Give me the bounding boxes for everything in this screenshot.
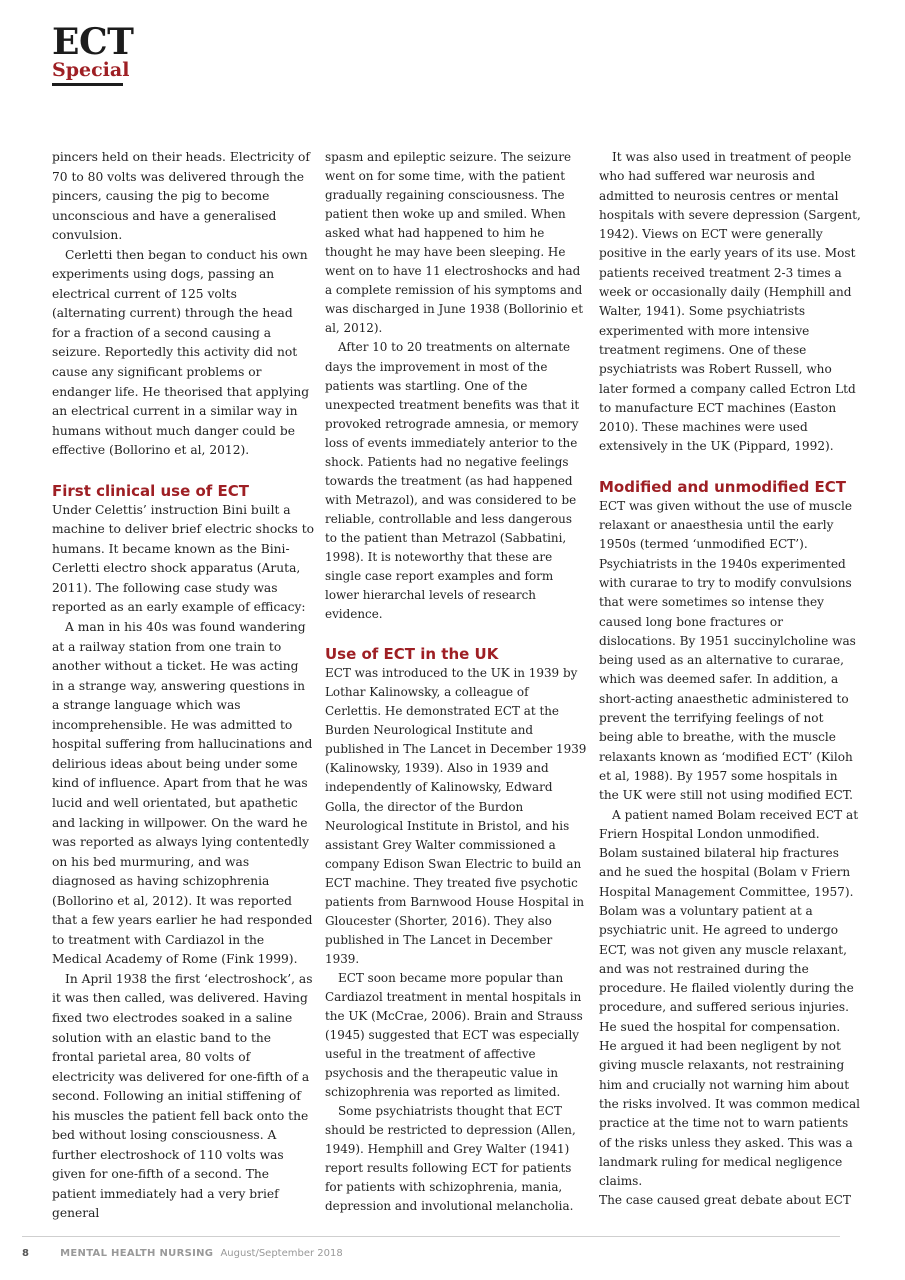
page-footer [22, 1248, 343, 1259]
paragraph: The case caused great debate about ECT [599, 1193, 851, 1208]
paragraph: After 10 to 20 treatments on alternate days the improvement in most of the patients was startling. One of the unexpected treatment benefits was that it provoked retrograde amnesia, or memory loss of events immediately anterior to the shock. Patients had no negative feelings towards the treatment (as had happened with Metrazol), and was considered to be reliable, controllable and less dangerous to the patient than Metrazol (Sabbatini, 1998). It is noteworthy that these are single case report examples and form lower hierarchal levels of research evidence. [325, 340, 580, 622]
paragraph: Under Celettis’ instruction Bini built a machine to deliver brief electric shocks to humans. It became known as the Bini-Cerletti electro shock apparatus (Aruta, 2011). The following case study was reported as an early example of efficacy: [52, 502, 314, 615]
paragraph: It was also used in treatment of people who had suffered war neurosis and admitted to neurosis centres or mental hospitals with severe depression (Sargent, 1942). Views on ECT were generally positive in the early years of its use. Most patients received treatment 2-3 times a week or occasionally daily (Hemphill and Walter, 1941). Some psychiatrists experimented with more intensive treatment regimens. One of these psychiatrists was Robert Russell, who later formed a company called Ectron Ltd to manufacture ECT machines (Easton 2010). These machines were used extensively in the UK (Pippard, 1992). [599, 150, 861, 454]
paragraph: spasm and epileptic seizure. The seizure went on for some time, with the patient gradually regaining consciousness. The patient then woke up and smiled. When asked what had happened to him he thought he may have been sleeping. He went on to have 11 electroshocks and had a complete remission of his symptoms and was discharged in June 1938 (Bollorinio et al, 2012). [325, 150, 583, 336]
magazine-name: MENTAL HEALTH NURSING [60, 1248, 214, 1259]
paragraph: pincers held on their heads. Electricity of 70 to 80 volts was delivered through the pincers, causing the pig to become unconscious and have a generalised convulsion. [52, 150, 310, 243]
paragraph: A patient named Bolam received ECT at Friern Hospital London unmodified. Bolam sustained bilateral hip fractures and he sued the hospital (Bolam v Friern Hospital Management Committee, 1957). Bolam was a voluntary patient at a psychiatric unit. He agreed to undergo ECT, was not given any muscle relaxant, and was not restrained during the procedure. He flailed violently during the procedure, and suffered serious injuries. He sued the hospital for compensation. He argued it had been negligent by not giving muscle relaxants, not restraining him and crucially not warning him about the risks involved. It was common medical practice at the time not to warn patients of the risks unless they asked. This was a landmark ruling for medical negligence claims. [599, 807, 861, 1189]
paragraph: Some psychiatrists thought that ECT should be restricted to depression (Allen, 1949). Hemphill and Grey Walter (1941) report results following ECT for patients for patients with schizophrenia, mania, depression and involutional melancholia. [325, 1104, 576, 1214]
logo-title: ECT [52, 21, 134, 63]
logo-subtitle: Special [52, 59, 130, 81]
article-column-3 [599, 148, 861, 1211]
section-heading: Use of ECT in the UK [325, 645, 499, 664]
paragraph: Cerletti then began to conduct his own experiments using dogs, passing an electrical current of 125 volts (alternating current) through the head for a fraction of a second causing a seizure. Reportedly this activity did not cause any significant problems or endanger life. He theorised that applying an electrical current in a similar way in humans without much danger could be effective (Bollorino et al, 2012). [52, 247, 310, 458]
footer-divider [22, 1236, 840, 1237]
paragraph: ECT was introduced to the UK in 1939 by Lothar Kalinowsky, a colleague of Cerlettis. He demonstrated ECT at the Burden Neurological Institute and published in The Lancet in December 1939 (Kalinowsky, 1939). Also in 1939 and independently of Kalinowsky, Edward Golla, the director of the Burdon Neurological Institute in Bristol, and his assistant Grey Walter commissioned a company Edison Swan Electric to build an ECT machine. They treated five psychotic patients from Barnwood House Hospital in Gloucester (Shorter, 2016). They also published in The Lancet in December 1939. [325, 666, 587, 966]
paragraph: ECT was given without the use of muscle relaxant or anaesthesia until the early 1950s (termed ‘unmodified ECT’). Psychiatrists in the 1940s experimented with curarae to try to modify convulsions that were sometimes so intense they caused long bone fractures or dislocations. By 1951 succinylcholine was being used as an alternative to curarae, which was deemed safer. In addition, a short-acting anaesthetic administered to prevent the terrifying feelings of not being able to breathe, with the muscle relaxants known as ‘modified ECT’ (Kiloh et al, 1988). By 1957 some hospitals in the UK were still not using modified ECT. [599, 498, 856, 803]
page-number: 8 [22, 1248, 29, 1259]
logo-underline [52, 83, 123, 86]
section-heading: Modified and unmodified ECT [599, 477, 847, 496]
section-logo [52, 22, 133, 86]
article-column-2 [325, 148, 587, 1217]
article-column-1 [52, 148, 314, 1224]
issue-date: August/September 2018 [220, 1248, 343, 1259]
section-heading: First clinical use of ECT [52, 481, 250, 500]
paragraph: In April 1938 the first ‘electroshock’, as it was then called, was delivered. Having fixed two electrodes soaked in a saline solution with an elastic band to the frontal parietal area, 80 volts of electricity was delivered for one-fifth of a second. Following an initial stiffening of his muscles the patient fell back onto the bed without losing consciousness. A further electroshock of 110 volts was given for one-fifth of a second. The patient immediately had a very brief general [52, 971, 313, 1221]
paragraph: A man in his 40s was found wandering at a railway station from one train to another without a ticket. He was acting in a strange way, answering questions in a strange language which was incomprehensible. He was admitted to hospital suffering from hallucinations and delirious ideas about being under some kind of influence. Apart from that he was lucid and well orientated, but apathetic and lacking in willpower. On the ward he was reported as always lying contentedly on his bed murmuring, and was diagnosed as having schizophrenia (Bollorino et al, 2012). It was reported that a few years earlier he had responded to treatment with Cardiazol in the Medical Academy of Rome (Fink 1999). [52, 620, 313, 967]
paragraph: ECT soon became more popular than Cardiazol treatment in mental hospitals in the UK (McCrae, 2006). Brain and Strauss (1945) suggested that ECT was especially useful in the treatment of affective psychosis and the therapeutic value in schizophrenia was reported as limited. [325, 970, 583, 1100]
